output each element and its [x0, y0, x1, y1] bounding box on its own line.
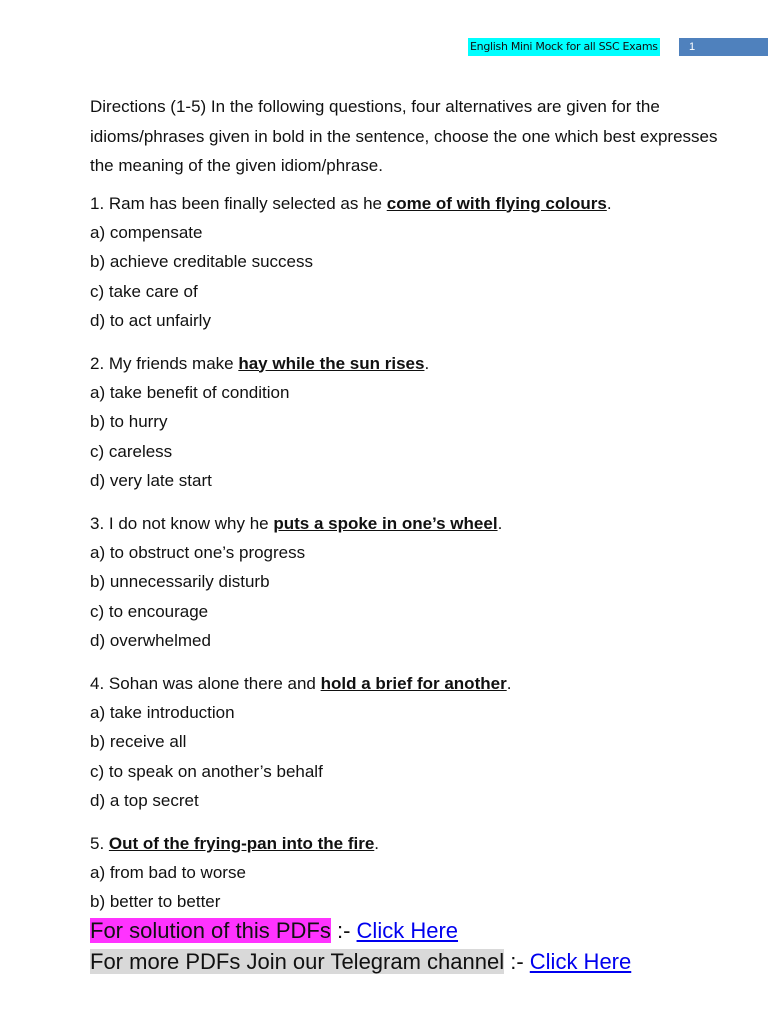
- option-a: a) take introduction: [90, 703, 235, 722]
- option-a: a) take benefit of condition: [90, 382, 290, 402]
- question-stem: [90, 669, 730, 698]
- option-c: c) to speak on another’s behalf: [90, 761, 323, 781]
- option-d: d) overwhelmed: [90, 631, 211, 651]
- question-stem: [90, 349, 730, 378]
- option-a: a) compensate: [90, 222, 203, 242]
- question-prefix: 1. Ram has been finally selected as he: [90, 193, 387, 213]
- idiom-phrase: puts a spoke in one’s wheel: [273, 513, 498, 533]
- document-body: [90, 92, 730, 930]
- question-1: [90, 189, 730, 336]
- option-c: c) take care of: [90, 281, 198, 301]
- question-suffix: .: [424, 353, 430, 373]
- option-b: b) better to better: [90, 892, 221, 912]
- option-b: b) achieve creditable success: [90, 252, 314, 272]
- option-d: d) very late start: [90, 471, 212, 491]
- header-title: English Mini Mock for all SSC Exams: [468, 38, 660, 56]
- solution-click-here-link[interactable]: Click Here: [356, 918, 459, 943]
- option-b: b) to hurry: [90, 412, 168, 432]
- idiom-phrase: come of with flying colours: [386, 193, 607, 213]
- question-prefix: 5.: [90, 833, 109, 853]
- question-prefix: 3. I do not know why he: [90, 513, 274, 533]
- directions-text: Directions (1-5) In the following questions, four alternatives are given for the idioms/phrases given in bold in the sentence, choose the one which best expresses the meaning of the given idiom/phrase.: [90, 97, 718, 175]
- question-stem: [90, 189, 730, 218]
- footer-links: [90, 915, 631, 977]
- question-stem: [90, 509, 730, 538]
- telegram-click-here-link[interactable]: Click Here: [529, 949, 632, 974]
- page-header: [0, 38, 768, 56]
- question-stem: [90, 829, 730, 858]
- idiom-phrase: hay while the sun rises: [238, 353, 425, 373]
- question-5: [90, 829, 730, 917]
- telegram-separator: :-: [504, 949, 530, 974]
- telegram-line: [90, 946, 631, 977]
- option-b: b) unnecessarily disturb: [90, 572, 270, 592]
- question-prefix: 4. Sohan was alone there and: [90, 673, 321, 693]
- question-suffix: .: [606, 193, 612, 213]
- question-2: [90, 349, 730, 496]
- question-4: [90, 669, 730, 816]
- question-prefix: 2. My friends make: [90, 353, 239, 373]
- solution-separator: :-: [330, 918, 357, 943]
- telegram-label: For more PDFs Join our Telegram channel: [90, 949, 505, 974]
- idiom-phrase: hold a brief for another: [320, 673, 507, 693]
- option-d: d) a top secret: [90, 791, 199, 811]
- question-3: [90, 509, 730, 656]
- page-number: 1: [679, 38, 768, 56]
- option-c: c) to encourage: [90, 601, 209, 621]
- idiom-phrase: Out of the frying-pan into the fire: [108, 833, 375, 853]
- option-a: a) to obstruct one’s progress: [90, 542, 306, 562]
- question-suffix: .: [506, 673, 512, 693]
- option-d: d) to act unfairly: [90, 311, 211, 331]
- option-b: b) receive all: [90, 732, 187, 752]
- question-suffix: .: [497, 513, 503, 533]
- solution-label: For solution of this PDFs: [90, 918, 331, 943]
- question-suffix: .: [374, 833, 380, 853]
- solution-line: [90, 915, 631, 946]
- option-c: c) careless: [90, 441, 173, 461]
- option-a: a) from bad to worse: [90, 863, 246, 883]
